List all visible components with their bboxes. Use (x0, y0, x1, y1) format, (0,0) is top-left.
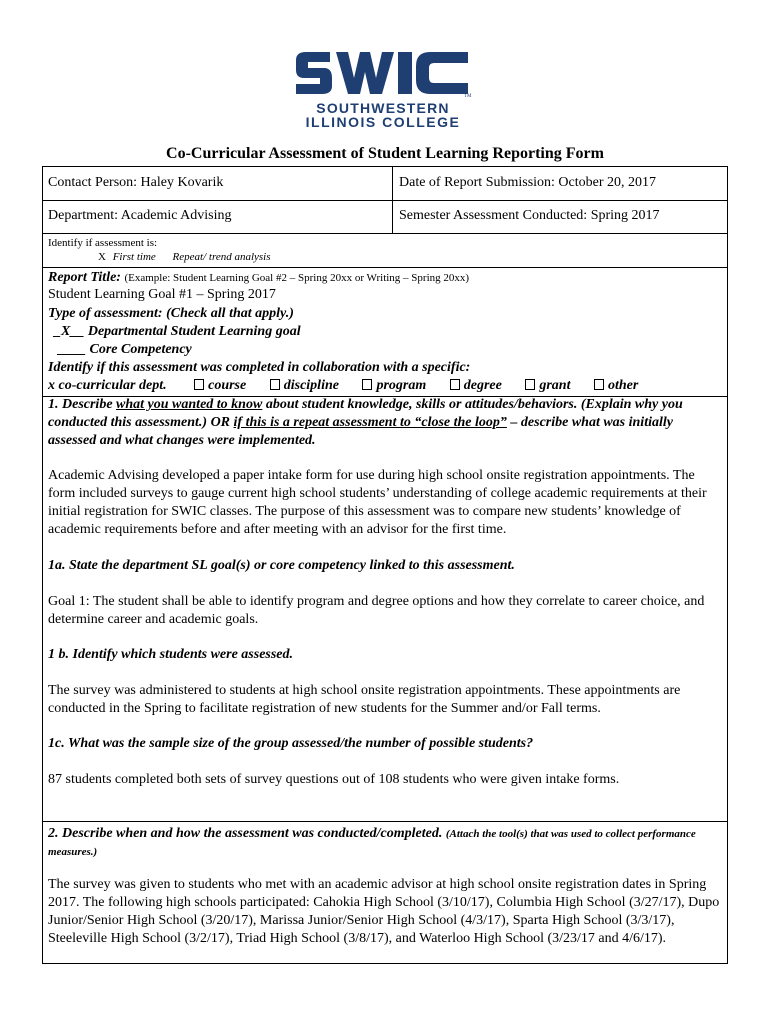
identify-label: Identify if assessment is: (48, 237, 158, 249)
first-time-mark: X (98, 251, 106, 263)
report-title-value: Student Learning Goal #1 – Spring 2017 (48, 287, 276, 302)
program-checkbox (362, 379, 372, 390)
logo-southwestern: SOUTHWESTERN (316, 100, 450, 116)
row-divider (42, 821, 728, 822)
course-checkbox (194, 379, 204, 390)
question-1b: 1 b. Identify which students were assessed. (48, 647, 294, 662)
program-option: program (362, 377, 426, 394)
grant-option: grant (525, 377, 570, 394)
first-time-option: First time (112, 251, 156, 263)
type-option-core-competency: ____ Core Competency (58, 342, 192, 357)
column-divider (392, 166, 393, 234)
row-divider (42, 233, 728, 234)
report-title-row (48, 269, 469, 287)
department: Department: Academic Advising (48, 208, 232, 223)
semester-conducted: Semester Assessment Conducted: Spring 2017 (399, 208, 660, 223)
cocurricular-option: x co-curricular dept. (48, 378, 167, 393)
degree-checkbox (450, 379, 460, 390)
question-1-underline-b: if this is a repeat assessment to “close the loop” (233, 415, 507, 430)
swic-logo-mark (292, 48, 472, 98)
course-option: course (194, 377, 246, 394)
question-1c: 1c. What was the sample size of the group assessed/the number of possible students? (48, 736, 534, 751)
question-2 (48, 825, 724, 861)
report-title-example: (Example: Student Learning Goal #2 – Spring 20xx or Writing – Spring 20xx) (124, 272, 470, 284)
question-2-note: (Attach the tool(s) that was used to collect performance measures.) (48, 828, 696, 858)
row-divider (42, 200, 728, 201)
collaboration-options (48, 377, 638, 394)
identify-options (98, 251, 271, 264)
form-title: Co-Curricular Assessment of Student Learning Reporting Form (166, 145, 604, 162)
degree-option: degree (450, 377, 502, 394)
question-1b-answer: The survey was administered to students at high school onsite registration appointments. These appointments are conducted in the Spring to facilitate registration of new students for the Summer and/or Fall terms. (48, 683, 681, 716)
report-title-label: Report Title: (48, 270, 121, 285)
repeat-option: Repeat/ trend analysis (172, 251, 271, 263)
question-2-heading: 2. Describe when and how the assessment was conducted/completed. (48, 826, 443, 841)
type-option-departmental: _X__ Departmental Student Learning goal (54, 324, 301, 339)
contact-person: Contact Person: Haley Kovarik (48, 175, 224, 190)
question-1a-answer: Goal 1: The student shall be able to identify program and degree options and how they correlate to career choice, and determine career and academic goals. (48, 594, 705, 627)
other-checkbox (594, 379, 604, 390)
question-1-answer: Academic Advising developed a paper intake form for use during high school onsite registration appointments. The form included surveys to gauge current high school students’ understanding of college academic requirements at their initial registration for SWIC classes. The purpose of this assessment was to compare new students’ knowledge of academic requirements before and after meeting with an advisor for the first time. (48, 468, 707, 537)
logo-trademark: TM (464, 94, 472, 99)
question-1: 1. Describe what you wanted to know about student knowledge, skills or attitudes/behaviors. (Explain why you conducted this assessment.) OR if this is a repeat assessment to “close the loop” – describe what was initially assessed and what changes were implemented. (48, 397, 683, 448)
type-of-assessment-label: Type of assessment: (Check all that apply.) (48, 306, 294, 321)
question-1-underline-a: what you wanted to know (116, 397, 263, 412)
logo-illinois-college: ILLINOIS COLLEGE (305, 114, 461, 130)
question-2-answer: The survey was given to students who met with an academic advisor at high school onsite registration dates in Spring 2017. The following high schools participated: Cahokia High School (3/10/17), Columbia High School (3/27/17), Dupo Junior/Senior High School (3/20/17), Marissa Junior/Senior High School (4/3/17), Sparta High School (3/3/17), Steeleville High School (3/2/17), Triad High School (3/8/17), and Waterloo High School (3/23/17 and 4/6/17). (48, 877, 720, 946)
swic-logo (292, 48, 474, 128)
collaboration-label: Identify if this assessment was completed in collaboration with a specific: (48, 360, 471, 375)
grant-checkbox (525, 379, 535, 390)
question-1c-answer: 87 students completed both sets of survey questions out of 108 students who were given intake forms. (48, 772, 620, 787)
date-of-submission: Date of Report Submission: October 20, 2017 (399, 175, 657, 190)
question-1a: 1a. State the department SL goal(s) or core competency linked to this assessment. (48, 558, 515, 573)
discipline-checkbox (270, 379, 280, 390)
discipline-option: discipline (270, 377, 339, 394)
other-option: other (594, 377, 638, 394)
row-divider (42, 267, 728, 268)
